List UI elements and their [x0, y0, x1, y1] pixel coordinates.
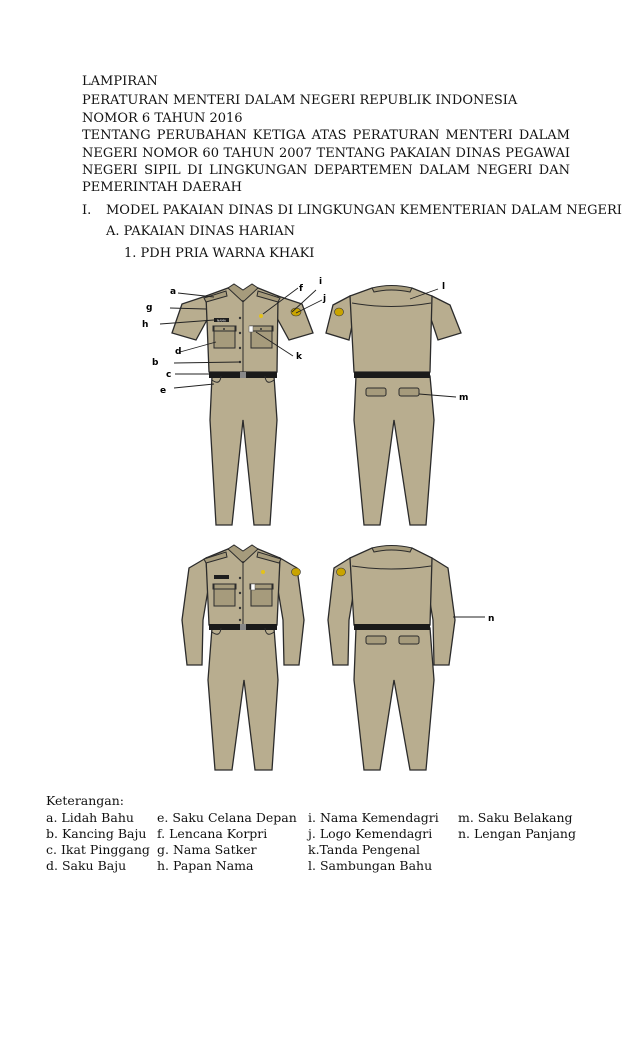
legend-item: k.Tanda Pengenal — [308, 842, 421, 857]
label-n: n — [488, 614, 495, 624]
legend-item: c. Ikat Pinggang — [46, 842, 150, 857]
lampiran-label: LAMPIRAN — [82, 74, 158, 89]
legend-title: Keterangan: — [46, 793, 125, 808]
legend-item: b. Kancing Baju — [46, 826, 147, 841]
legend-item: m. Saku Belakang — [458, 810, 573, 825]
regulation-subject-line: TENTANG PERUBAHAN KETIGA ATAS PERATURAN MENTERI DALAM — [82, 128, 570, 143]
legend-item: g. Nama Satker — [157, 842, 257, 857]
regulation-number: NOMOR 6 TAHUN 2016 — [82, 111, 243, 126]
name-plate-text: NAMA — [217, 318, 226, 323]
label-b: b — [152, 358, 159, 368]
label-g: g — [146, 303, 153, 313]
legend-item: h. Papan Nama — [157, 858, 254, 873]
regulation-title: PERATURAN MENTERI DALAM NEGERI REPUBLIK INDONESIA — [82, 93, 518, 108]
back-long-sleeve-uniform — [328, 546, 455, 771]
regulation-subject-line: NEGERI NOMOR 60 TAHUN 2007 TENTANG PAKAIAN DINAS PEGAWAI — [82, 146, 570, 161]
subsection-a: A. PAKAIAN DINAS HARIAN — [106, 224, 295, 239]
legend-item: i. Nama Kemendagri — [308, 810, 439, 825]
label-i: i — [319, 277, 323, 287]
label-j: j — [323, 294, 327, 304]
label-f: f — [299, 284, 303, 294]
subsection-1: 1. PDH PRIA WARNA KHAKI — [124, 246, 315, 261]
section-title: MODEL PAKAIAN DINAS DI LINGKUNGAN KEMENTERIAN DALAM NEGERI — [106, 203, 622, 218]
regulation-subject-line: PEMERINTAH DAERAH — [82, 180, 242, 195]
legend-item: l. Sambungan Bahu — [308, 858, 433, 873]
front-short-sleeve-uniform — [172, 284, 313, 525]
label-k: k — [296, 352, 302, 362]
label-h: h — [142, 320, 149, 330]
label-a: a — [170, 287, 177, 297]
legend-item: e. Saku Celana Depan — [157, 810, 297, 825]
legend-item: n. Lengan Panjang — [458, 826, 576, 841]
label-l: l — [442, 282, 446, 292]
front-long-sleeve-uniform — [182, 545, 304, 770]
label-m: m — [459, 393, 469, 403]
regulation-subject-line: NEGERI SIPIL DI LINGKUNGAN DEPARTEMEN DALAM NEGERI DAN — [82, 163, 570, 178]
label-e: e — [160, 386, 167, 396]
legend-item: a. Lidah Bahu — [46, 810, 134, 825]
legend-item: f. Lencana Korpri — [157, 826, 268, 841]
legend-item: j. Logo Kemendagri — [308, 826, 433, 841]
label-d: d — [175, 347, 182, 357]
label-c: c — [166, 370, 172, 380]
section-roman: I. — [82, 203, 92, 218]
back-short-sleeve-uniform — [326, 286, 461, 526]
legend-item: d. Saku Baju — [46, 858, 127, 873]
